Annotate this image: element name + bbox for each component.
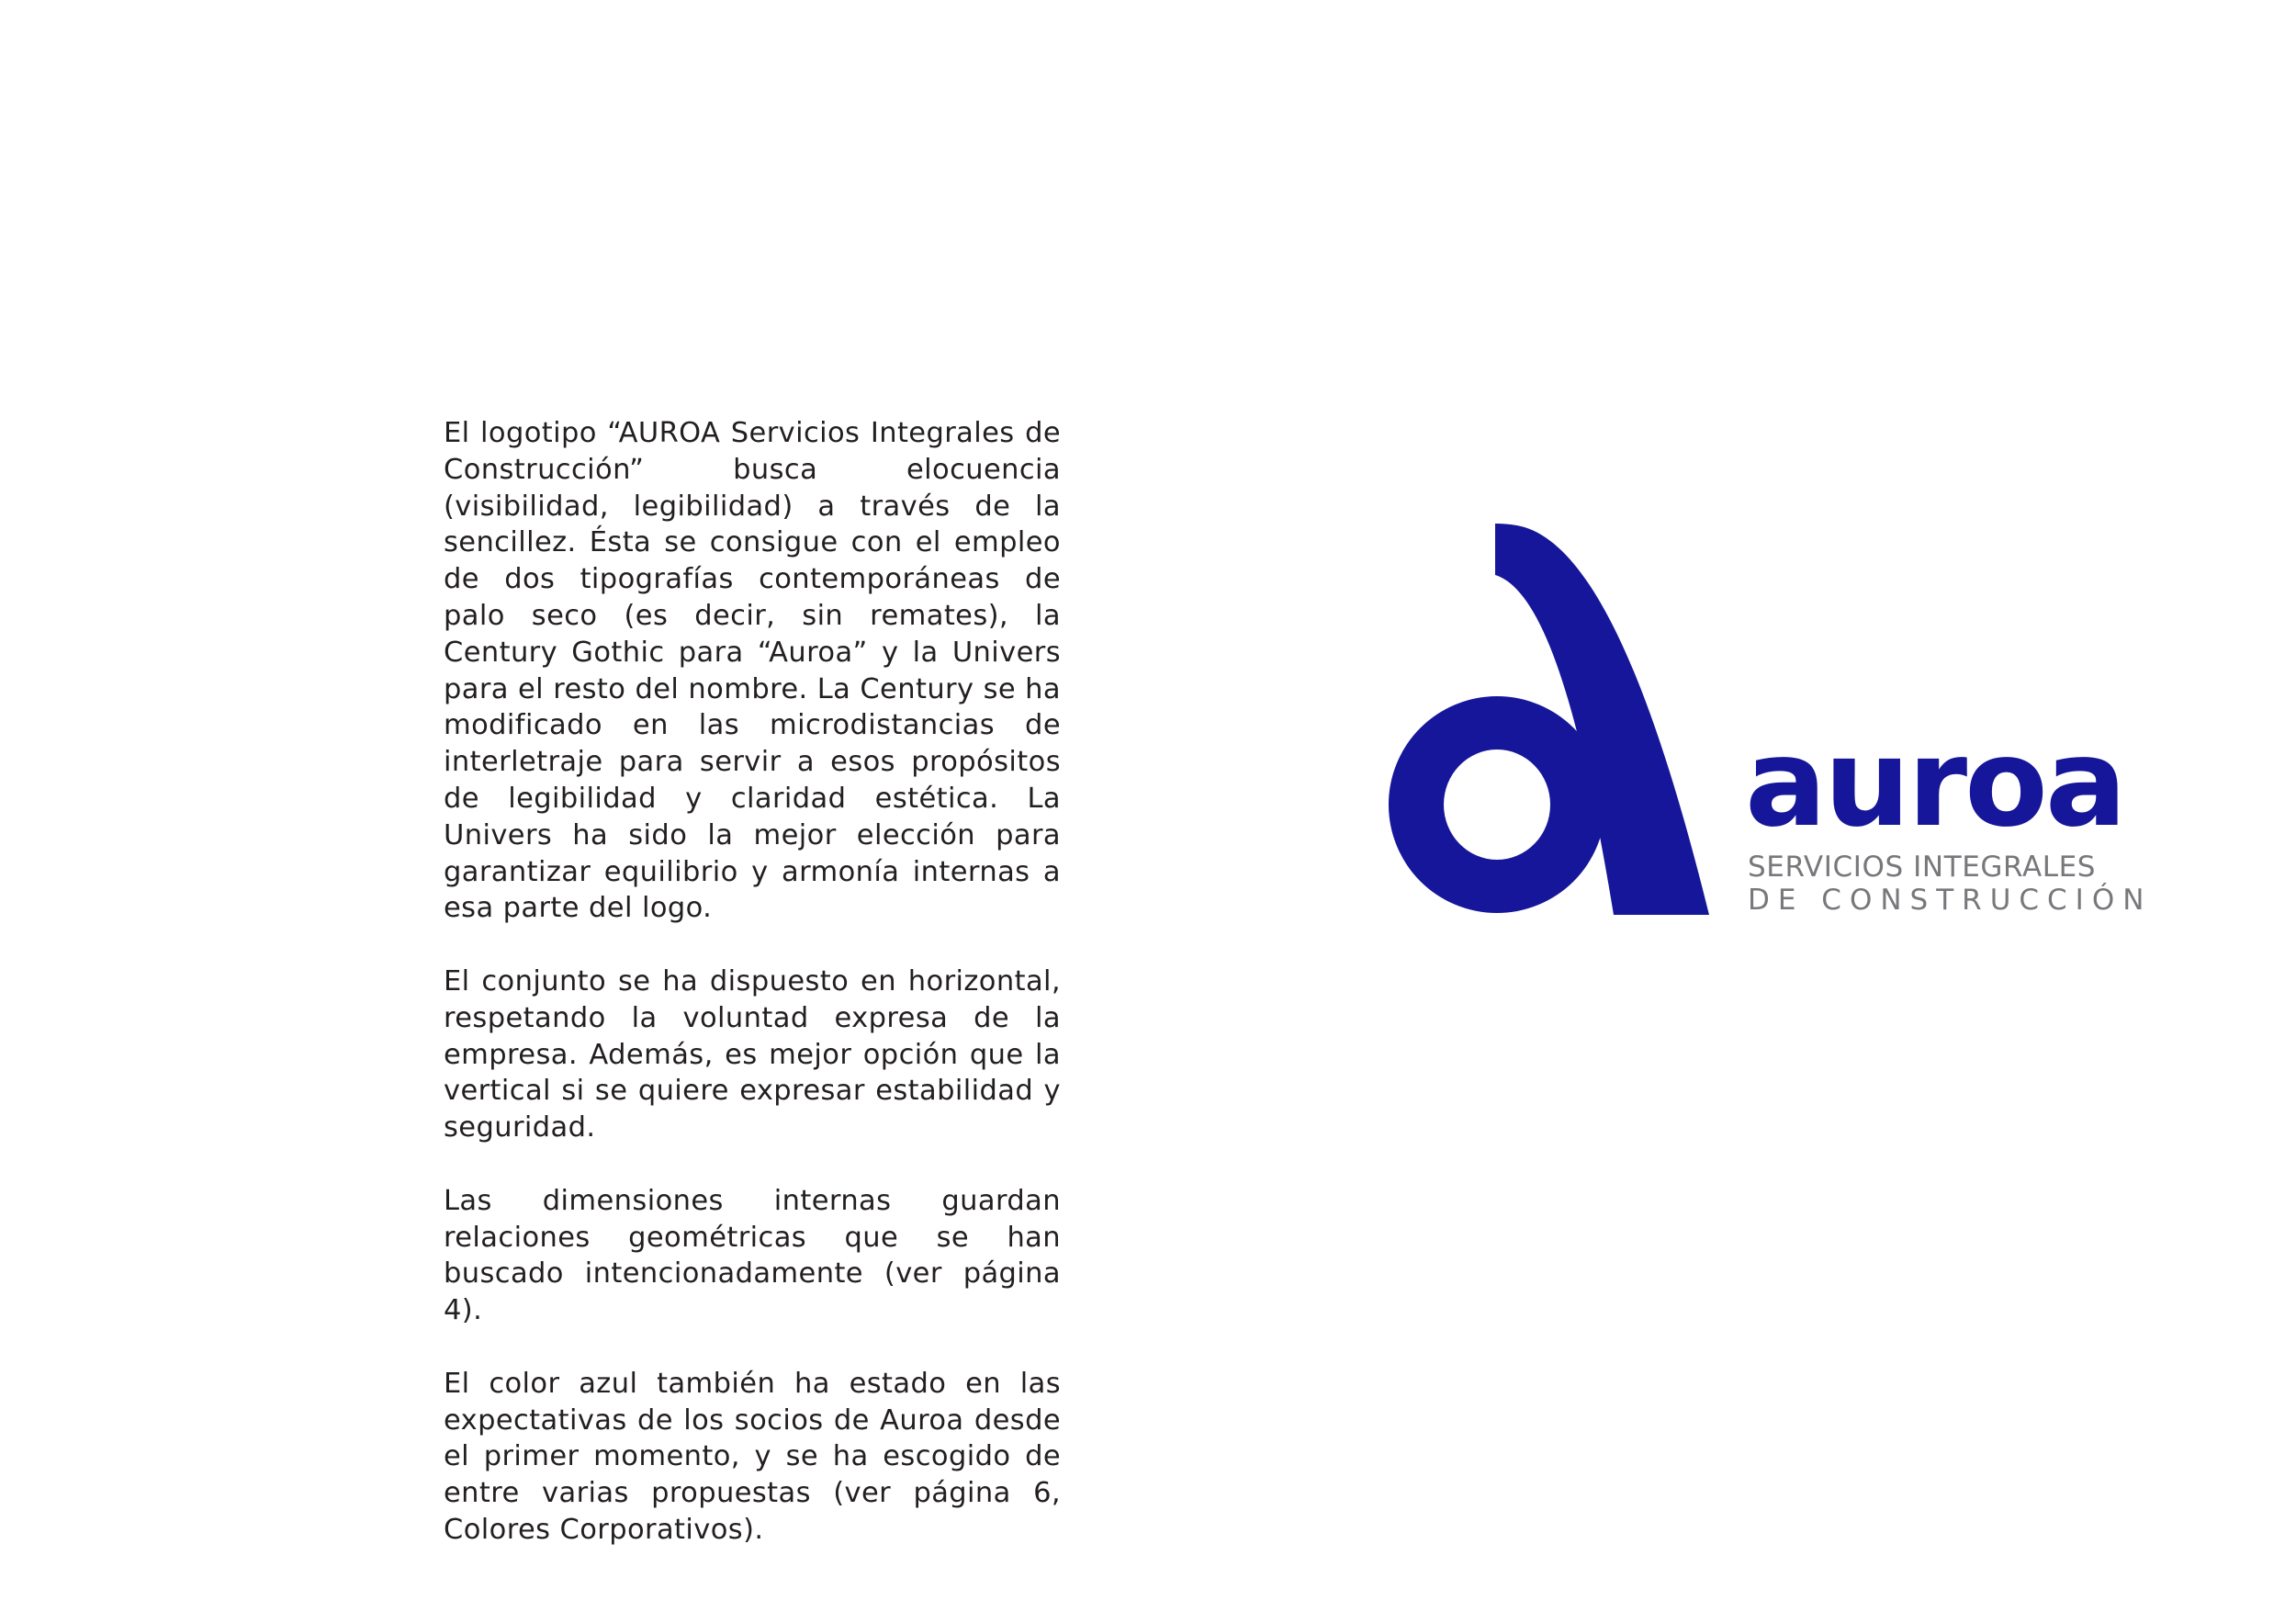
paragraph-color: El color azul también ha estado en las expectativas de los socios de Auroa desde el primer momento, y se ha escogido de entre varias propuestas (ver página 6, Colores Corporativos). [444, 1367, 1061, 1546]
wordmark: auroa [1745, 713, 2124, 854]
paragraph-layout: El conjunto se ha dispuesto en horizontal, respetando la voluntad expresa de la empresa. Además, es mejor opción que la vertical si se quiere expresar estabilidad y seguridad. [444, 964, 1061, 1144]
tagline-line-1: SERVICIOS INTEGRALES [1748, 851, 2097, 884]
paragraph-logotype: El logotipo “AUROA Servicios Integrales de Construcción” busca elocuencia (visibilidad, legibilidad) a través de la sencillez. Ésta se consigue con el empleo de dos tipografías contemporáneas de palo seco (es decir, sin remates), la Century Gothic para “Auroa” y la Univers para el resto del nombre. La Century se ha modificado en las microdistancias de interletraje para servir a esos propósitos de legibilidad y claridad estética. La Univers ha sido la mejor elección para garantizar equilibrio y armonía internas a esa parte del logo. [444, 417, 1061, 925]
auroa-a-symbol-icon [1387, 524, 1717, 915]
tagline-line-2: DE CONSTRUCCIÓN [1748, 884, 2153, 917]
paragraph-dimensions: Las dimensiones internas guardan relaciones geométricas que se han buscado intencionadamente (ver página 4). [444, 1184, 1061, 1327]
logo-ring [1389, 696, 1605, 913]
description-text [444, 415, 1061, 1585]
